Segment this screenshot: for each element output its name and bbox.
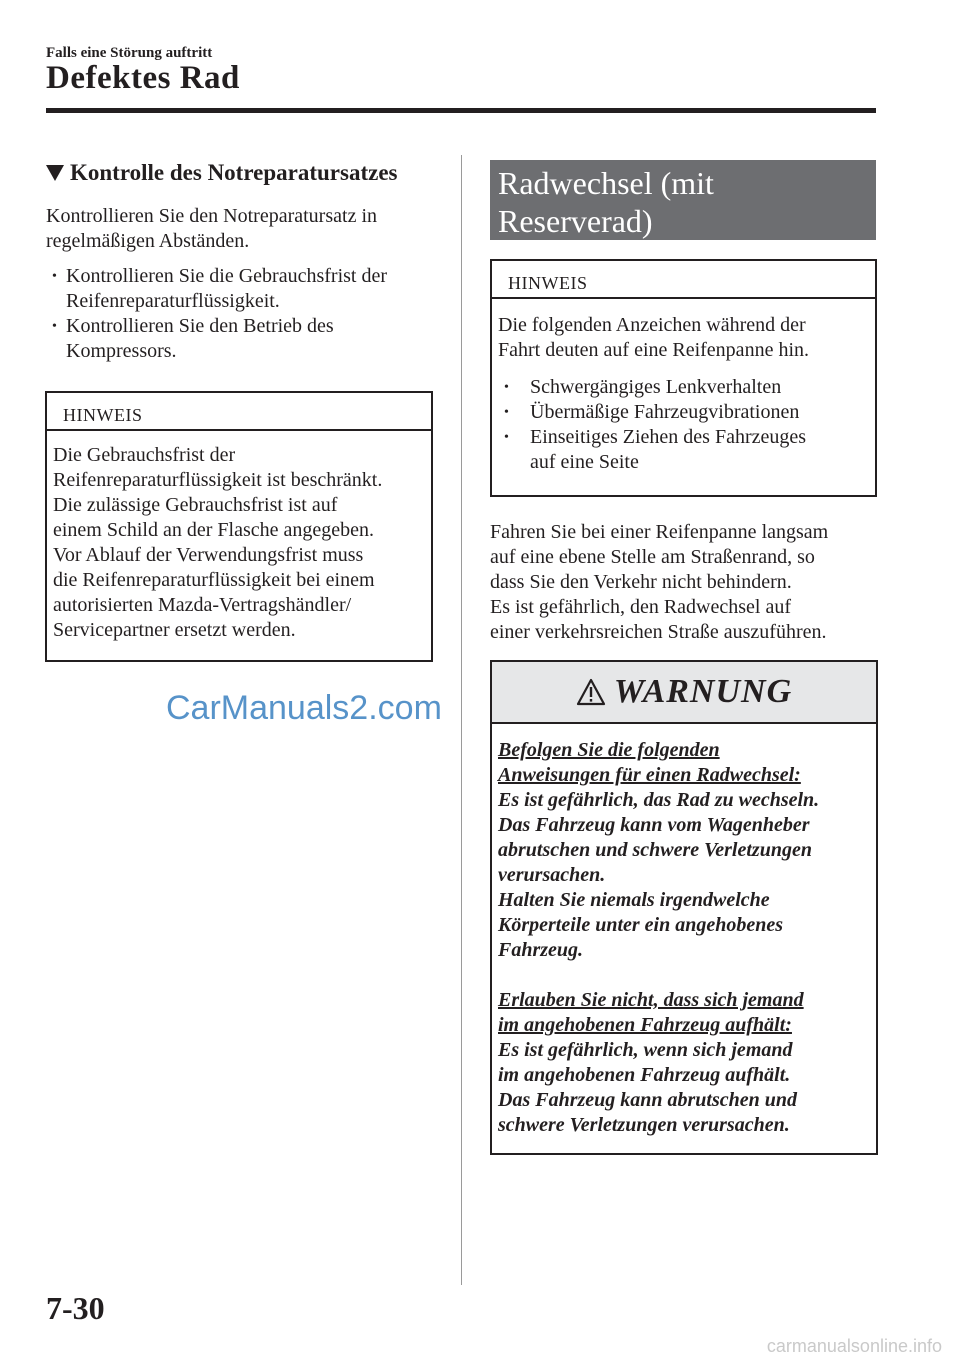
text-line: Fahren Sie bei einer Reifenpanne langsam <box>490 521 829 543</box>
text-line: Das Fahrzeug kann vom Wagenheber <box>498 814 810 836</box>
text-line: Es ist gefährlich, den Radwechsel auf <box>490 596 792 618</box>
intro-paragraph <box>46 204 446 254</box>
note-body <box>47 431 431 653</box>
text-line: Vor Ablauf der Verwendungsfrist muss <box>53 544 364 566</box>
section-title-line: Radwechsel (mit <box>498 165 714 201</box>
subsection-heading-text: Kontrolle des Notreparatursatzes <box>70 160 398 185</box>
text-line: Fahrzeug. <box>498 939 584 961</box>
page-title: Defektes Rad <box>46 60 240 96</box>
text-line: verursachen. <box>498 864 606 886</box>
warning-body <box>492 724 876 1148</box>
chapter-label: Falls eine Störung auftritt <box>46 45 213 61</box>
warning-triangle-icon <box>576 678 606 706</box>
text-line: einem Schild an der Flasche angegeben. <box>53 519 374 541</box>
list-item <box>498 400 873 425</box>
text-line: auf eine Seite <box>530 451 639 473</box>
text-line: abrutschen und schwere Verletzungen <box>498 839 812 861</box>
note-box <box>490 259 877 497</box>
text-line: Reifenreparaturflüssigkeit ist beschränkt. <box>53 469 383 491</box>
warning-title: WARNUNG <box>613 673 793 710</box>
text-line: im angehobenen Fahrzeug aufhält. <box>498 1064 791 1086</box>
text-line: autorisierten Mazda-Vertragshändler/ <box>53 594 352 616</box>
warning-header <box>492 662 876 724</box>
text-line: • Übermäßige Fahrzeugvibrationen <box>530 401 800 423</box>
warning-headline: Erlauben Sie nicht, dass sich jemand <box>498 989 804 1011</box>
subsection-heading <box>46 160 397 186</box>
list-item <box>498 375 873 400</box>
note-box <box>45 391 433 662</box>
text-line: Servicepartner ersetzt werden. <box>53 619 296 641</box>
note-label: HINWEIS <box>492 261 875 299</box>
header-rule <box>46 108 876 113</box>
column-divider <box>461 155 462 1285</box>
footer-watermark: carmanualsonline.info <box>766 1336 942 1356</box>
warning-headline: Befolgen Sie die folgenden <box>498 739 720 761</box>
text-line: auf eine ebene Stelle am Straßenrand, so <box>490 546 815 568</box>
bullet-list <box>46 264 446 364</box>
list-item <box>498 425 873 475</box>
text-line: Die Gebrauchsfrist der <box>53 444 236 466</box>
body-paragraph <box>490 520 890 645</box>
text-line: Das Fahrzeug kann abrutschen und <box>498 1089 797 1111</box>
text-line: Kontrollieren Sie den Notreparatursatz in <box>46 205 377 227</box>
text-line: • Schwergängiges Lenkverhalten <box>530 376 782 398</box>
text-line: Reifenreparaturflüssigkeit. <box>66 290 280 312</box>
text-line: einer verkehrsreichen Straße auszuführen. <box>490 621 827 643</box>
watermark-logo: CarManuals2.com <box>166 689 442 727</box>
section-title-line: Reserverad) <box>498 203 653 239</box>
triangle-down-icon <box>46 165 64 181</box>
warning-headline: im angehobenen Fahrzeug aufhält: <box>498 1014 792 1036</box>
list-item <box>46 264 446 314</box>
list-item <box>46 314 446 364</box>
text-line: • Kontrollieren Sie den Betrieb des <box>66 315 334 337</box>
page-number: 7-30 <box>46 1290 105 1326</box>
text-line: Körperteile unter ein angehobenes <box>498 914 784 936</box>
warning-headline: Anweisungen für einen Radwechsel: <box>498 764 801 786</box>
warning-box <box>490 660 878 1155</box>
text-line: Fahrt deuten auf eine Reifenpanne hin. <box>498 339 809 361</box>
text-line: Es ist gefährlich, das Rad zu wechseln. <box>498 789 820 811</box>
text-line: Die zulässige Gebrauchsfrist ist auf <box>53 494 338 516</box>
text-line: Die folgenden Anzeichen während der <box>498 314 806 336</box>
section-banner <box>490 160 876 240</box>
text-line: dass Sie den Verkehr nicht behindern. <box>490 571 792 593</box>
text-line: • Einseitiges Ziehen des Fahrzeuges <box>530 426 807 448</box>
text-line: • Kontrollieren Sie die Gebrauchsfrist der <box>66 265 388 287</box>
text-line: die Reifenreparaturflüssigkeit bei einem <box>53 569 375 591</box>
note-body <box>492 299 875 485</box>
note-label: HINWEIS <box>47 393 431 431</box>
text-line: Halten Sie niemals irgendwelche <box>498 889 770 911</box>
text-line: Es ist gefährlich, wenn sich jemand <box>498 1039 793 1061</box>
text-line: Kompressors. <box>66 340 177 362</box>
text-line: schwere Verletzungen verursachen. <box>498 1114 790 1136</box>
text-line: regelmäßigen Abständen. <box>46 230 250 252</box>
